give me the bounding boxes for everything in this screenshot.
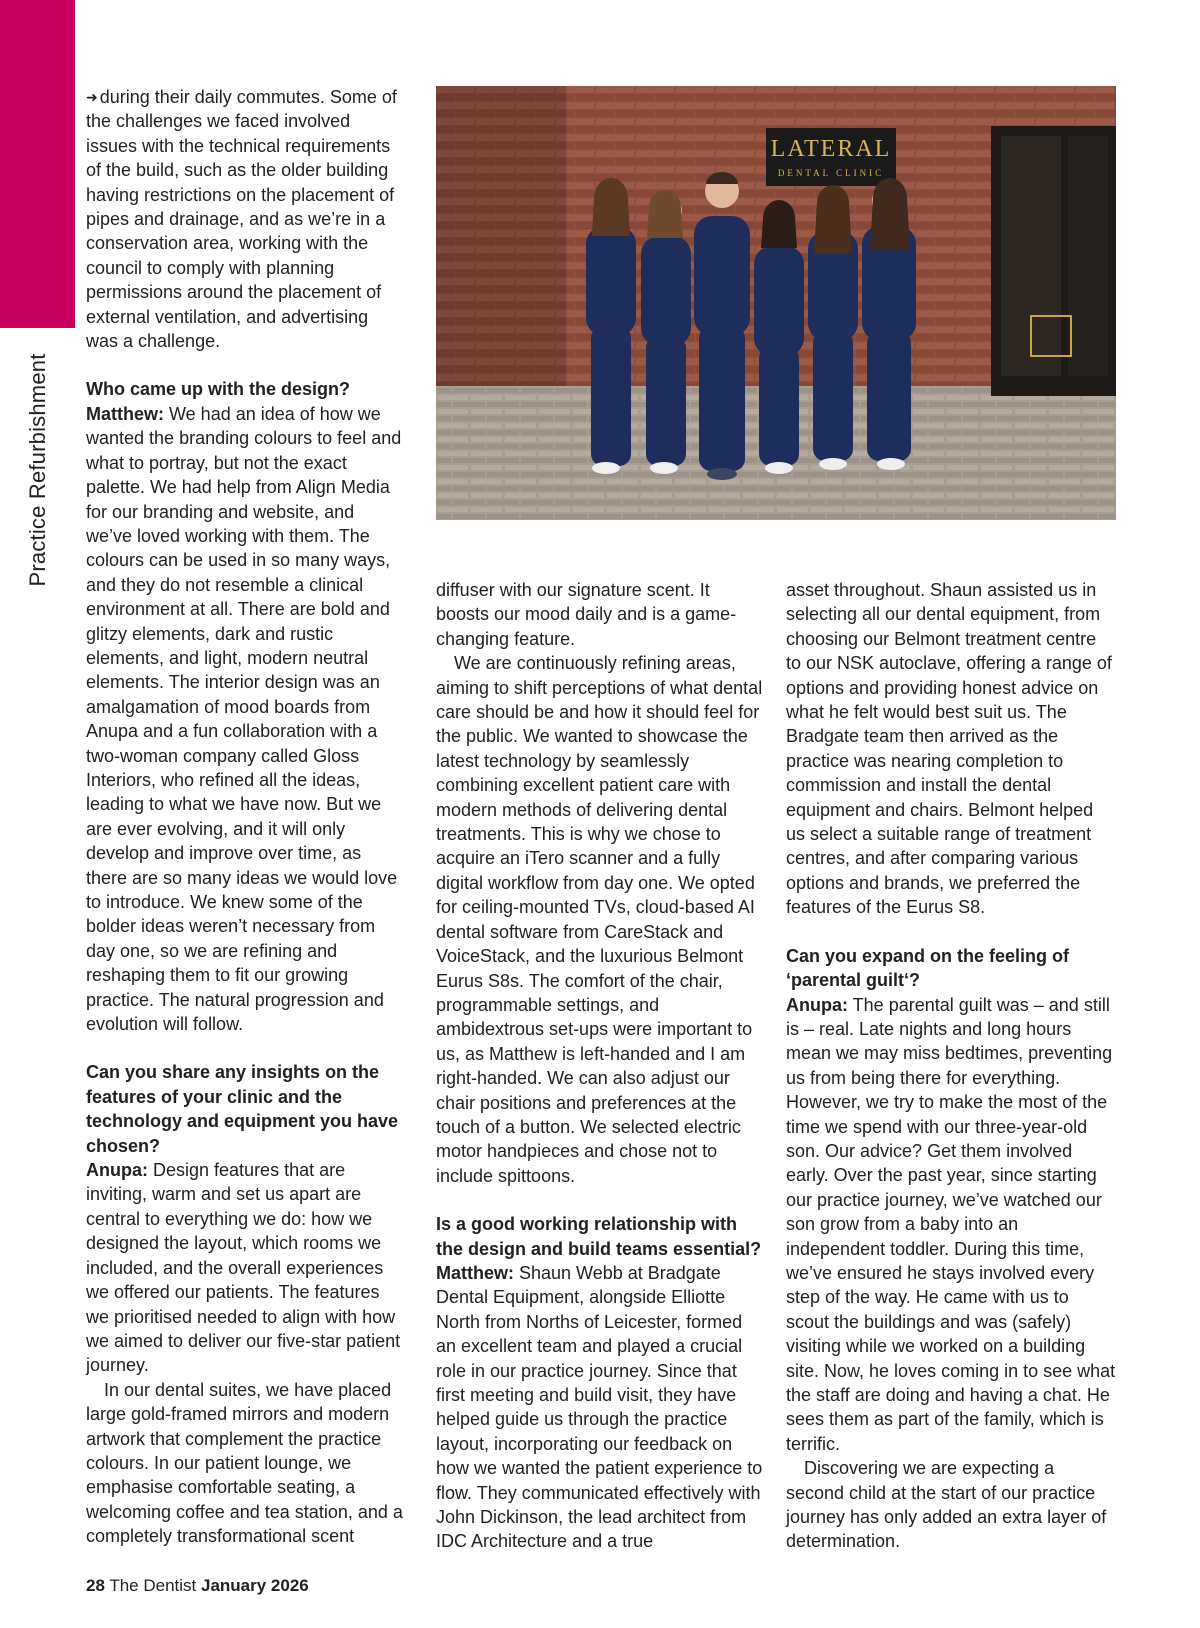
section-color-bar — [0, 0, 75, 328]
question-heading: Is a good working relationship with the design and build teams essential? — [436, 1214, 762, 1259]
team-photo-illustration — [436, 86, 1116, 520]
article-column-1 — [86, 85, 404, 1549]
speaker-name: Anupa: — [86, 1160, 148, 1181]
answer-paragraph: Matthew: Shaun Webb at Bradgate Dental Equipment, alongside Elliotte North from Norths of Leicester, formed an excellent team and played a crucial role in our practice journey. Since that first meeting and build visit, they have helped guide us through the practice layout, incorporating our feedback on how we wanted the patient experience to flow. They communicated effectively with John Dickinson, the lead architect from IDC Architecture and a true — [436, 1262, 763, 1552]
speaker-name: Matthew: — [436, 1262, 514, 1283]
sign-subtitle: DENTAL CLINIC — [777, 168, 885, 178]
speaker-name: Anupa: — [786, 994, 848, 1015]
article-column-3 — [786, 578, 1116, 1554]
section-label: Practice Refurbishment — [25, 353, 50, 587]
question-heading: Can you share any insights on the features of your clinic and the technology and equipment you have chosen? — [86, 1062, 399, 1156]
paragraph: ➜ during their daily commutes. Some of the challenges we faced involved issues with the technical requirements of the build, such as the older building having restrictions on the placement of pipes and drainage, and as we’re in a conservation area, working with the council to comply with planning permissions around the placement of external ventilation, and advertising was a challenge. — [86, 87, 397, 352]
speaker-name: Matthew: — [86, 403, 164, 424]
article-column-2 — [436, 578, 766, 1554]
paragraph: We are continuously refining areas, aiming to shift perceptions of what dental care should be and how it should feel for the public. We wanted to showcase the latest technology by seamlessly combining excellent patient care with modern methods of delivering dental treatments. This is why we chose to acquire an iTero scanner and a fully digital workflow from day one. We opted for ceiling-mounted TVs, cloud-based AI dental software from CareStack and VoiceStack, and the luxurious Belmont Eurus S8s. The comfort of the chair, programmable settings, and ambidextrous set-ups were important to us, as Matthew is left-handed and I am right-handed. We can also adjust our chair positions and preferences at the touch of a button. We selected electric motor handpieces and chose not to include spittoons. — [436, 653, 763, 1186]
paragraph: diffuser with our signature scent. It boosts our mood daily and is a game-changing feature. — [436, 580, 737, 649]
question-heading: Who came up with the design? — [86, 379, 351, 400]
page-footer — [86, 1576, 309, 1596]
question-heading: Can you expand on the feeling of ‘parental guilt‘? — [786, 945, 1070, 991]
team-photo — [436, 86, 1116, 520]
answer-paragraph: Anupa: The parental guilt was – and still is – real. Late nights and long hours mean we may miss bedtimes, preventing us from being there for everything. However, we try to make the most of the time we spend with our three-year-old son. Our advice? Get them involved early. Over the past year, since starting our practice journey, we’ve watched our son grow from a baby into an independent toddler. During this time, we’ve ensured he stays involved every step of the way. He came with us to scout the buildings and was (safely) visiting while we worked on a building site. Now, he loves coming in to see what the staff are doing and having a chat. He sees them as part of the family, which is terrific. — [786, 994, 1116, 1454]
publication-name: The Dentist — [104, 1576, 201, 1595]
paragraph: Discovering we are expecting a second child at the start of our practice journey has only added an extra layer of determination. — [786, 1458, 1107, 1552]
page-number: 28 — [86, 1576, 105, 1595]
sign-name: LATERAL — [770, 136, 892, 162]
answer-paragraph: Anupa: Design features that are inviting, warm and set us apart are central to everything we do: how we designed the layout, which rooms we included, and the overall experiences we offered our patients. The features we prioritised needed to align with how we aimed to deliver our five-star patient journey. — [86, 1160, 401, 1376]
continuation-arrow-icon: ➜ — [86, 89, 98, 105]
issue-date: January 2026 — [201, 1576, 309, 1595]
paragraph: asset throughout. Shaun assisted us in selecting all our dental equipment, from choosing our Belmont treatment centre to our NSK autoclave, offering a range of options and providing honest advice on what he felt would best suit us. The Bradgate team then arrived as the practice was nearing completion to commission and install the dental equipment and chairs. Belmont helped us select a suitable range of treatment centres, and after comparing various options and brands, we preferred the features of the Eurus S8. — [786, 580, 1112, 918]
paragraph: In our dental suites, we have placed large gold-framed mirrors and modern artwork that complement the practice colours. In our patient lounge, we emphasise comfortable seating, a welcoming coffee and tea station, and a completely transformational scent — [86, 1379, 403, 1547]
answer-paragraph: Matthew: We had an idea of how we wanted the branding colours to feel and what to portray, but not the exact palette. We had help from Align Media for our branding and website, and we’ve loved working with them. The colours can be used in so many ways, and they do not resemble a clinical environment at all. There are bold and glitzy elements, dark and rustic elements, and light, modern neutral elements. The interior design was an amalgamation of mood boards from Anupa and a fun collaboration with a two-woman company called Gloss Interiors, who refined all the ideas, leading to what we have now. But we are ever evolving, and it will only develop and improve over time, as there are so many ideas we would love to introduce. We knew some of the bolder ideas weren’t necessary from day one, so we are refining and reshaping them to fit our growing practice. The natural progression and evolution will follow. — [86, 403, 402, 1035]
